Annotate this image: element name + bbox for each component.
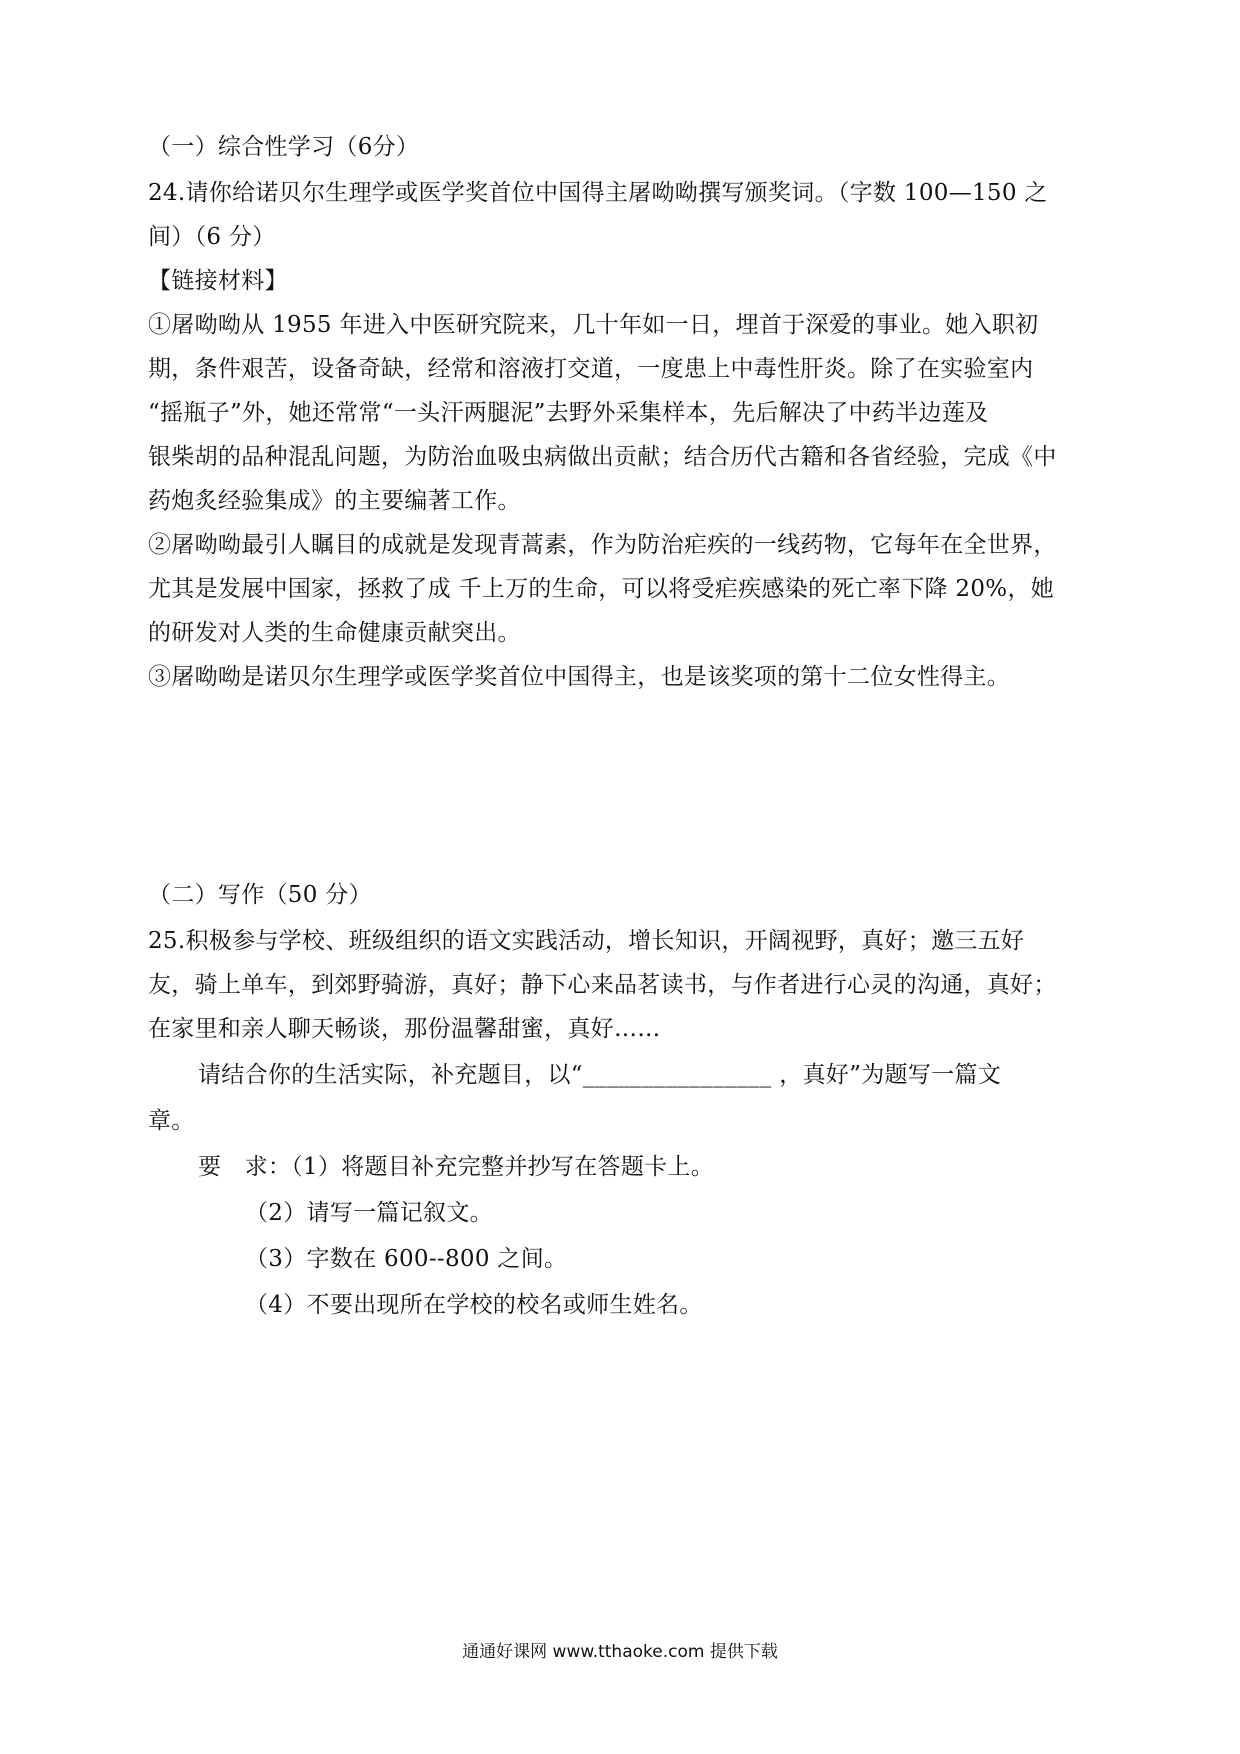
requirement-item: （2）请写一篇记叙文。 [245, 1200, 493, 1226]
material-line: ②屠呦呦最引人瞩目的成就是发现青蒿素，作为防治疟疾的一线药物，它每年在全世界， [148, 532, 1057, 558]
question-25-line: 友，骑上单车，到郊野骑游，真好；静下心来品茗读书，与作者进行心灵的沟通，真好； [148, 972, 1057, 998]
material-line: 药炮炙经验集成》的主要编著工作。 [148, 488, 521, 514]
page-footer: 通通好课网 www.tthaoke.com 提供下载 [462, 1642, 778, 1662]
material-line: 的研发对人类的生命健康贡献突出。 [148, 620, 521, 646]
section1-heading: （一）综合性学习（6分） [148, 134, 420, 160]
material-line: ①屠呦呦从 1955 年进入中医研究院来，几十年如一日，埋首于深爱的事业。她入职初 [148, 312, 1039, 338]
writing-prompt: 请结合你的生活实际，补充题目，以“________________ ，真好”为题写一篇文 [198, 1062, 1002, 1088]
writing-prompt: 章。 [148, 1108, 195, 1134]
section2-heading: （二）写作（50 分） [148, 882, 372, 908]
material-line: 尤其是发展中国家，拯救了成 千上万的生命，可以将受疟疾感染的死亡率下降 20%，她 [148, 576, 1055, 602]
question-25-line: 25.积极参与学校、班级组织的语文实践活动，增长知识，开阔视野，真好；邀三五好 [148, 928, 1025, 954]
question-24-line: 间）（6 分） [148, 224, 276, 250]
material-line: “摇瓶子”外，她还常常“一头汗两腿泥”去野外采集样本，先后解决了中药半边莲及 [148, 400, 989, 426]
material-line: 期，条件艰苦，设备奇缺，经常和溶液打交道，一度患上中毒性肝炎。除了在实验室内 [148, 356, 1034, 382]
material-title: 【链接材料】 [148, 268, 288, 294]
material-line: ③屠呦呦是诺贝尔生理学或医学奖首位中国得主，也是该奖项的第十二位女性得主。 [148, 664, 1011, 690]
question-25-line: 在家里和亲人聊天畅谈，那份温馨甜蜜，真好…… [148, 1016, 661, 1042]
material-line: 银柴胡的品种混乱问题，为防治血吸虫病做出贡献；结合历代古籍和各省经验，完成《中 [148, 444, 1057, 470]
requirement-item: （3）字数在 600--800 之间。 [245, 1246, 568, 1272]
requirement-item: （4）不要出现所在学校的校名或师生姓名。 [245, 1292, 703, 1318]
question-24-line: 24.请你给诺贝尔生理学或医学奖首位中国得主屠呦呦撰写颁奖词。（字数 100—150 之 [148, 180, 1048, 206]
requirement-item: 要 求：（1）将题目补充完整并抄写在答题卡上。 [198, 1154, 715, 1180]
